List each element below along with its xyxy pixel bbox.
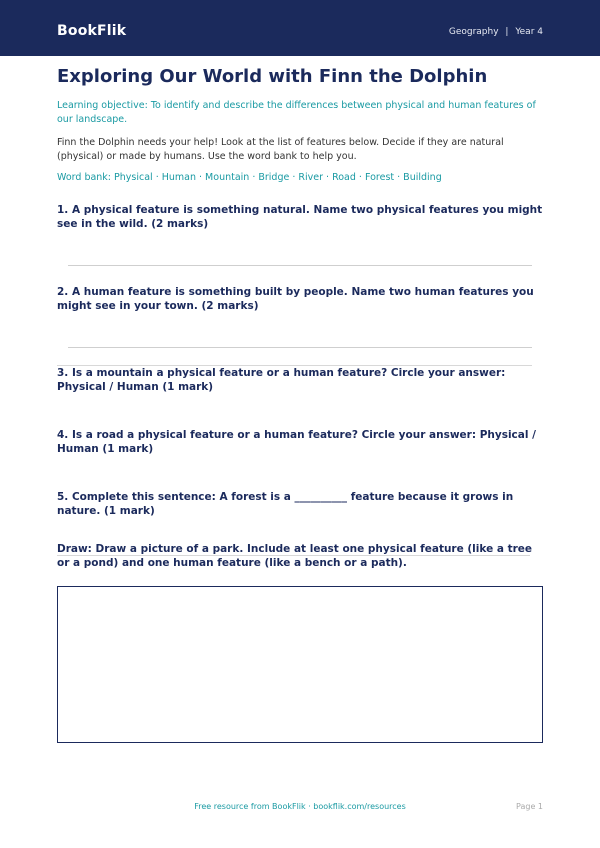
- page-title: Exploring Our World with Finn the Dolphin: [57, 66, 488, 87]
- question-5: 5. Complete this sentence: A forest is a __________ feature because it grows in nature. (1 mark): [57, 491, 514, 517]
- question-3: 3. Is a mountain a physical feature or a human feature? Circle your answer: Physical / Human (1 mark): [57, 367, 506, 393]
- draw-task-divider: [57, 555, 530, 556]
- question-1: 1. A physical feature is something natural. Name two physical features you might see in the wild. (2 marks): [57, 204, 543, 230]
- answer-line-1[interactable]: [68, 265, 532, 266]
- subject-year-label: [449, 27, 543, 37]
- drawing-box[interactable]: [57, 586, 543, 743]
- footer-credit: Free resource from BookFlik · bookflik.com/resources: [194, 802, 406, 811]
- intro-text: Finn the Dolphin needs your help! Look at the list of features below. Decide if they are natural (physical) or made by humans. Use the word bank to help you.: [57, 137, 504, 162]
- subject-label: Geography: [448, 27, 499, 37]
- question-4: 4. Is a road a physical feature or a human feature? Circle your answer: Physical / Human (1 mark): [57, 429, 536, 455]
- question-2: 2. A human feature is something built by people. Name two human features you might see in your town. (2 marks): [57, 286, 534, 312]
- separator: |: [505, 27, 509, 37]
- word-bank: Word bank: Physical · Human · Mountain · Bridge · River · Road · Forest · Building: [57, 172, 442, 183]
- learning-objective: Learning objective: To identify and describe the differences between physical and human features of our landscape.: [57, 100, 536, 125]
- draw-task: Draw: Draw a picture of a park. Include at least one physical feature (like a tree or a pond) and one human feature (like a bench or a path).: [57, 543, 533, 569]
- header-bar: [0, 0, 600, 56]
- brand-logo-text: BookFlik: [57, 23, 127, 39]
- answer-line-2[interactable]: [68, 347, 532, 348]
- year-label: Year 4: [515, 27, 543, 37]
- page-number: Page 1: [516, 802, 543, 811]
